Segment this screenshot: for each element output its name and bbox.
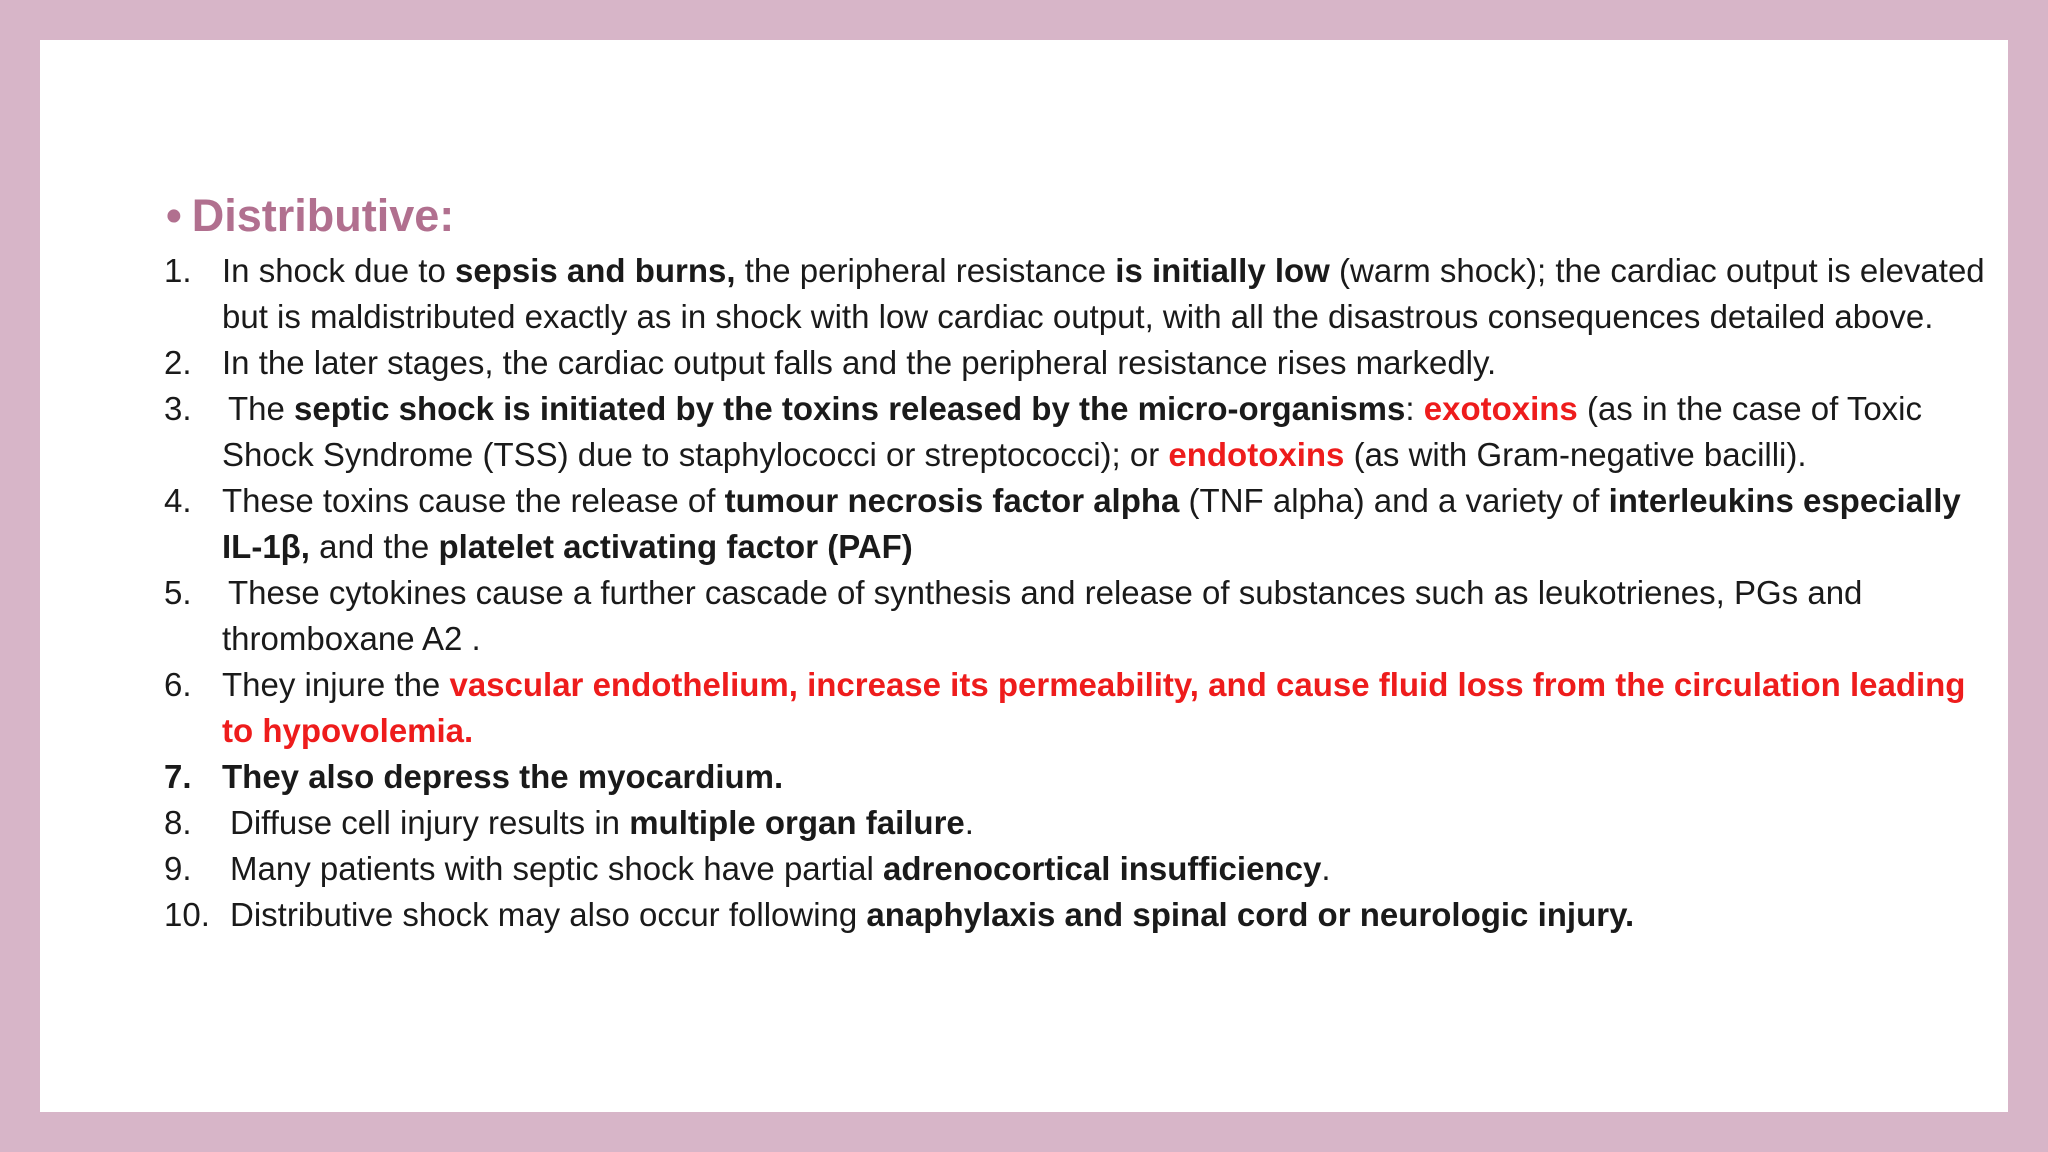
item-highlight-text: exotoxins xyxy=(1423,390,1578,427)
list-item-7 xyxy=(164,754,1994,800)
list-item-1 xyxy=(164,248,1994,340)
list-item-4 xyxy=(164,478,1994,570)
item-bold-text: adrenocortical insufficiency xyxy=(883,850,1322,887)
item-text: the peripheral resistance xyxy=(735,252,1116,289)
item-bold-text: platelet activating factor (PAF) xyxy=(438,528,913,565)
item-text: In shock due to xyxy=(222,252,455,289)
item-text: They injure the xyxy=(222,666,450,703)
list-item-number: 4. xyxy=(164,482,192,519)
list-item-number: 8. xyxy=(164,804,192,841)
list-item-number: 10. xyxy=(164,896,210,933)
item-highlight-text: endotoxins xyxy=(1168,436,1345,473)
item-bold-text: They also depress the myocardium. xyxy=(222,758,784,795)
slide-canvas xyxy=(40,40,2008,1112)
item-text: In the later stages, the cardiac output falls and the peripheral resistance rises markedly. xyxy=(222,344,1497,381)
list-item-6 xyxy=(164,662,1994,754)
item-text: These cytokines cause a further cascade of synthesis and release of substances such as leukotrienes, PGs and thromboxane A2 . xyxy=(222,574,1863,657)
item-text: (warm shock); the cardiac output is elevated but is maldistributed exactly as in shock with low cardiac output, with all the disastrous consequences detailed above. xyxy=(222,252,1985,335)
item-bold-text: tumour necrosis factor alpha xyxy=(724,482,1180,519)
list-item-number: 6. xyxy=(164,666,192,703)
item-bold-text: anaphylaxis and spinal cord or neurologic injury. xyxy=(866,896,1635,933)
item-text: (as with Gram-negative bacilli). xyxy=(1344,436,1807,473)
list-item-number: 9. xyxy=(164,850,192,887)
list-item-number: 2. xyxy=(164,344,192,381)
list-item-8 xyxy=(164,800,1994,846)
list-item-number: 1. xyxy=(164,252,192,289)
item-bold-text: sepsis and burns, xyxy=(454,252,736,289)
list-item-9 xyxy=(164,846,1994,892)
item-bold-text: multiple organ failure xyxy=(629,804,965,841)
item-text: (as in the case of Toxic Shock Syndrome (TSS) due to staphylococci or streptococci); or xyxy=(222,390,1923,473)
list-item-number: 7. xyxy=(164,758,192,795)
slide-heading xyxy=(166,186,454,246)
item-text: Distributive shock may also occur following xyxy=(230,896,867,933)
item-text: : xyxy=(1405,390,1424,427)
item-text: Diffuse cell injury results in xyxy=(230,804,630,841)
numbered-list xyxy=(164,248,1994,938)
list-item-3 xyxy=(164,386,1994,478)
item-text: . xyxy=(1321,850,1331,887)
item-bold-text: septic shock is initiated by the toxins released by the micro-organisms xyxy=(294,390,1406,427)
list-item-10 xyxy=(164,892,1994,938)
item-text: Many patients with septic shock have partial xyxy=(230,850,883,887)
item-bold-text: is initially low xyxy=(1115,252,1330,289)
list-item-5 xyxy=(164,570,1994,662)
item-text: . xyxy=(964,804,974,841)
list-item-2 xyxy=(164,340,1994,386)
item-text: and the xyxy=(309,528,439,565)
list-item-number: 3. xyxy=(164,390,192,427)
item-text: The xyxy=(228,390,295,427)
heading-bullet: • xyxy=(166,190,182,241)
item-text: (TNF alpha) and a variety of xyxy=(1179,482,1609,519)
item-text: These toxins cause the release of xyxy=(222,482,725,519)
list-item-number: 5. xyxy=(164,574,192,611)
item-bold-text: interleukins especially IL-1β, xyxy=(222,482,1961,565)
item-highlight-text: vascular endothelium, increase its permeability, and cause fluid loss from the circulation leading to hypovolemia. xyxy=(222,666,1966,749)
heading-text: Distributive: xyxy=(191,190,455,241)
